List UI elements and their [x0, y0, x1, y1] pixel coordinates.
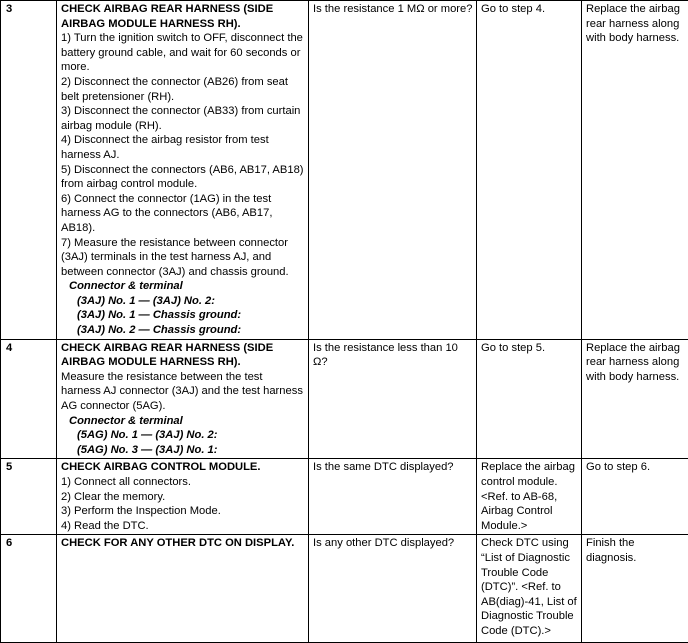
step-title: CHECK FOR ANY OTHER DTC ON DISPLAY.	[61, 536, 305, 551]
connector-terminal-item: (5AG) No. 3 — (3AJ) No. 1:	[61, 443, 305, 458]
table-row	[1, 1, 688, 340]
step-procedure	[57, 459, 309, 535]
step-number: 6	[1, 535, 57, 643]
yes-action: Replace the airbag control module. <Ref. to AB-68, Airbag Control Module.>	[477, 459, 582, 535]
procedure-line: 2) Clear the memory.	[61, 490, 305, 505]
connector-terminal-heading: Connector & terminal	[61, 279, 305, 294]
step-title: CHECK AIRBAG CONTROL MODULE.	[61, 460, 305, 475]
check-question: Is any other DTC displayed?	[309, 535, 477, 643]
check-question: Is the resistance less than 10 Ω?	[309, 339, 477, 459]
connector-terminal-heading: Connector & terminal	[61, 414, 305, 429]
procedure-line: 3) Perform the Inspection Mode.	[61, 504, 305, 519]
connector-terminal-item: (5AG) No. 1 — (3AJ) No. 2:	[61, 428, 305, 443]
step-number: 4	[1, 339, 57, 459]
step-title: CHECK AIRBAG REAR HARNESS (SIDE AIRBAG MODULE HARNESS RH).	[61, 2, 305, 31]
check-question: Is the resistance 1 MΩ or more?	[309, 1, 477, 340]
check-question: Is the same DTC displayed?	[309, 459, 477, 535]
no-action: Replace the airbag rear harness along with body harness.	[582, 1, 688, 340]
table-row	[1, 459, 688, 535]
step-procedure	[57, 339, 309, 459]
step-number: 3	[1, 1, 57, 340]
connector-terminal-item: (3AJ) No. 1 — Chassis ground:	[61, 308, 305, 323]
procedure-line: 5) Disconnect the connectors (AB6, AB17, AB18) from airbag control module.	[61, 163, 305, 192]
step-procedure	[57, 1, 309, 340]
connector-terminal-item: (3AJ) No. 2 — Chassis ground:	[61, 323, 305, 338]
yes-action: Go to step 4.	[477, 1, 582, 340]
yes-action: Go to step 5.	[477, 339, 582, 459]
connector-terminal-item: (3AJ) No. 1 — (3AJ) No. 2:	[61, 294, 305, 309]
step-title: CHECK AIRBAG REAR HARNESS (SIDE AIRBAG MODULE HARNESS RH).	[61, 341, 305, 370]
table-row	[1, 339, 688, 459]
procedure-line: 4) Read the DTC.	[61, 519, 305, 534]
no-action: Finish the diagnosis.	[582, 535, 688, 643]
yes-action: Check DTC using “List of Diagnostic Trouble Code (DTC)”. <Ref. to AB(diag)-41, List of Diagnostic Trouble Code (DTC).>	[477, 535, 582, 643]
procedure-line: 4) Disconnect the airbag resistor from test harness AJ.	[61, 133, 305, 162]
no-action: Go to step 6.	[582, 459, 688, 535]
procedure-line: 3) Disconnect the connector (AB33) from curtain airbag module (RH).	[61, 104, 305, 133]
step-procedure	[57, 535, 309, 643]
procedure-line: 7) Measure the resistance between connector (3AJ) terminals in the test harness AJ, and between connector (3AJ) and chassis ground.	[61, 236, 305, 280]
table-row	[1, 535, 688, 643]
procedure-line: 1) Connect all connectors.	[61, 475, 305, 490]
procedure-line: 1) Turn the ignition switch to OFF, disconnect the battery ground cable, and wait for 60 seconds or more.	[61, 31, 305, 75]
no-action: Replace the airbag rear harness along with body harness.	[582, 339, 688, 459]
procedure-line: 2) Disconnect the connector (AB26) from seat belt pretensioner (RH).	[61, 75, 305, 104]
procedure-line: 6) Connect the connector (1AG) in the test harness AG to the connectors (AB6, AB17, AB18).	[61, 192, 305, 236]
step-number: 5	[1, 459, 57, 535]
procedure-line: Measure the resistance between the test harness AJ connector (3AJ) and the test harness AG connector (5AG).	[61, 370, 305, 414]
